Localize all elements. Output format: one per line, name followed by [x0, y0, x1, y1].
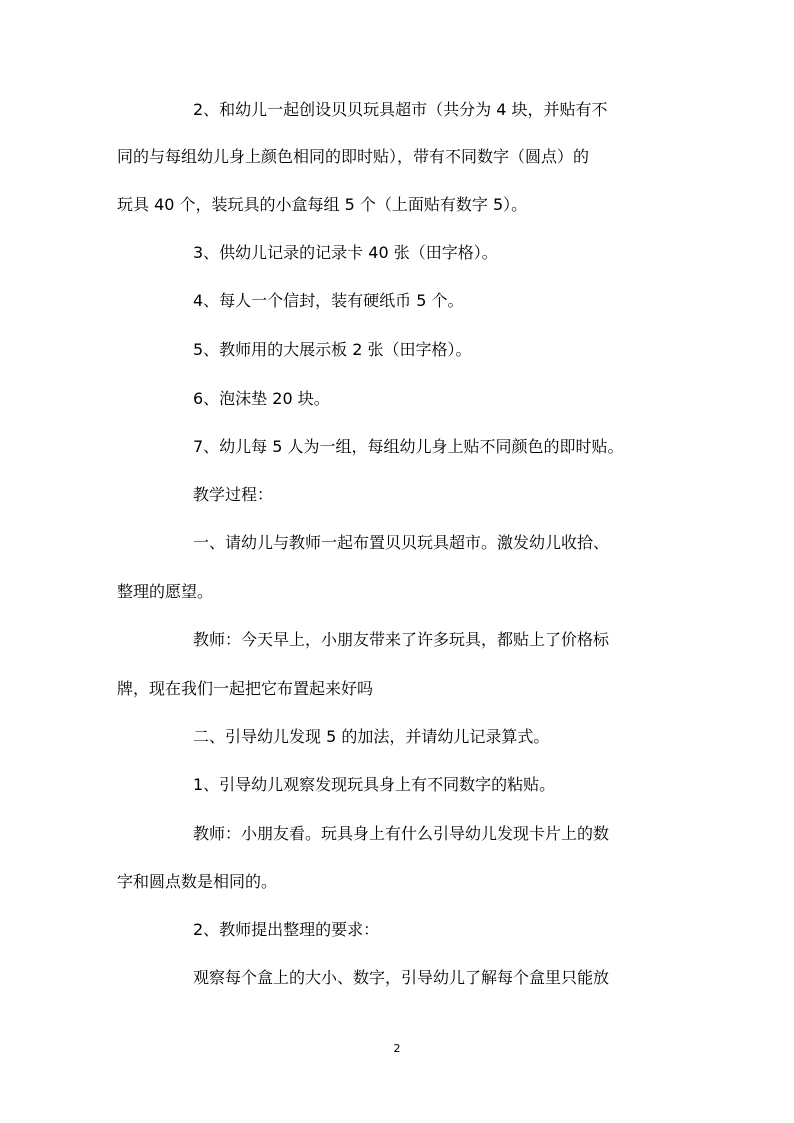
paragraph-line: 一、请幼儿与教师一起布置贝贝玩具超市。激发幼儿收拾、	[193, 533, 610, 552]
paragraph-line: 同的与每组幼儿身上颜色相同的即时贴），带有不同数字（圆点）的	[117, 147, 590, 166]
paragraph-line: 4、每人一个信封，装有硬纸币 5 个。	[193, 291, 464, 310]
paragraph-line: 3、供幼儿记录的记录卡 40 张（田字格）。	[193, 243, 498, 262]
paragraph-line: 5、教师用的大展示板 2 张（田字格）。	[193, 340, 472, 359]
paragraph-line: 2、教师提出整理的要求：	[193, 920, 380, 939]
paragraph-line: 1、引导幼儿观察发现玩具身上有不同数字的粘贴。	[193, 775, 556, 794]
paragraph-line: 教师：今天早上，小朋友带来了许多玩具，都贴上了价格标	[193, 630, 610, 649]
paragraph-line: 教师：小朋友看。玩具身上有什么引导幼儿发现卡片上的数	[193, 824, 610, 843]
paragraph-line: 字和圆点数是相同的。	[117, 872, 278, 891]
paragraph-line: 牌，现在我们一起把它布置起来好吗	[117, 679, 374, 698]
page-number: 2	[393, 1042, 401, 1055]
paragraph-line: 观察每个盒上的大小、数字，引导幼儿了解每个盒里只能放	[193, 968, 610, 987]
paragraph-line: 玩具 40 个，装玩具的小盒每组 5 个（上面贴有数字 5）。	[117, 195, 528, 214]
paragraph-line: 整理的愿望。	[117, 582, 214, 601]
paragraph-line: 6、泡沫垫 20 块。	[193, 389, 330, 408]
paragraph-line: 7、幼儿每 5 人为一组，每组幼儿身上贴不同颜色的即时贴。	[193, 437, 624, 456]
paragraph-line: 二、引导幼儿发现 5 的加法，并请幼儿记录算式。	[193, 727, 550, 746]
section-heading: 教学过程：	[193, 485, 274, 504]
paragraph-line: 2、和幼儿一起创设贝贝玩具超市（共分为 4 块，并贴有不	[193, 100, 608, 119]
